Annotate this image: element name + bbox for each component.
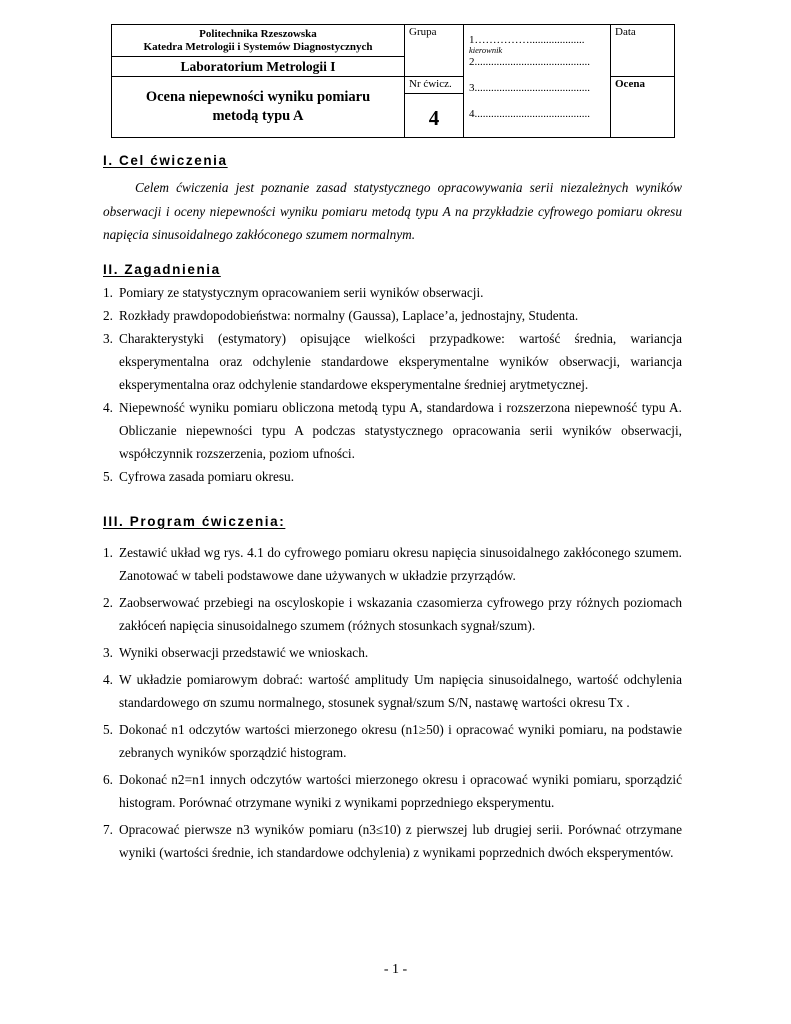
data-label: Data — [615, 26, 636, 38]
university-name: Politechnika Rzeszowska — [199, 28, 317, 40]
exercise-title — [112, 77, 405, 138]
header-table — [111, 24, 675, 138]
list-item: 4. W układzie pomiarowym dobrać: wartość amplitudy Um napięcia sinusoidalnego, wartość odchylenia standardowego σn szumu normalnego, stosunek sygnał/szum S/N, nastawę wartości okresu Tx . — [103, 672, 682, 710]
grupa-label: Grupa — [409, 26, 437, 38]
list-item: 3. Charakterystyki (estymatory) opisujące wielkości przypadkowe: wartość średnia, wariancja eksperymentalna oraz odchylenie standardowe eksperymentalne wyników obserwacji, wariancja eksperymentalna oraz odchylenie standardowe eksperymentalne średniej arytmetycznej. — [103, 331, 682, 392]
kierownik-label: kierownik — [469, 45, 503, 55]
list-item: 2. Zaobserwować przebiegi na oscyloskopie i wskazania czasomierza cyfrowego przy różnych poziomach zakłóceń napięcia sinusoidalnego szumem (różnych stosunkach sygnał/szum). — [103, 595, 682, 633]
list-item: 1. Zestawić układ wg rys. 4.1 do cyfrowego pomiaru okresu napięcia sinusoidalnego zakłóconego szumem. Zanotować w tabeli podstawowe dane używanych w układzie przyrządów. — [103, 545, 682, 583]
ocena-cell — [611, 77, 675, 138]
list-item: 2. Rozkłady prawdopodobieństwa: normalny (Gaussa), Laplace’a, jednostajny, Studenta. — [103, 308, 579, 323]
university-cell — [112, 25, 405, 57]
nr-label: Nr ćwicz. — [409, 78, 452, 90]
lab-name: Laboratorium Metrologii I — [112, 57, 405, 77]
name-line-1: 1…………….................... — [469, 34, 585, 46]
list-item: 7. Opracować pierwsze n3 wyników pomiaru (n3≤10) z pierwszej lub drugiej serii. Porównać otrzymane wyniki (wartości średnie, ich standardowe odchylenia) z wynikami poprzednich dwóch eksperymentów. — [103, 822, 682, 860]
section-3-heading: III. Program ćwiczenia: — [103, 514, 286, 529]
section-3-list — [103, 541, 682, 868]
department-name: Katedra Metrologii i Systemów Diagnostycznych — [143, 41, 373, 53]
list-item: 1. Pomiary ze statystycznym opracowaniem serii wyników obserwacji. — [103, 285, 484, 300]
title-line-1: Ocena niepewności wyniku pomiaru — [145, 89, 371, 105]
name-line-4: 4.......................................... — [469, 108, 590, 120]
names-cell — [464, 25, 611, 138]
name-line-3: 3.......................................... — [469, 82, 590, 94]
list-item: 5. Cyfrowa zasada pomiaru okresu. — [103, 469, 295, 484]
ocena-label: Ocena — [615, 78, 645, 90]
list-item: 5. Dokonać n1 odczytów wartości mierzonego okresu (n1≥50) i opracować wyniki pomiaru, na podstawie zebranych wyników sporządzić histogram. — [103, 722, 682, 760]
nr-label-cell — [405, 77, 464, 94]
title-line-2: metodą typu A — [212, 108, 304, 124]
name-line-2: 2.......................................... — [469, 56, 590, 68]
exercise-number: 4 — [405, 94, 464, 138]
section-2-heading: II. Zagadnienia — [103, 262, 221, 277]
data-cell — [611, 25, 675, 77]
list-item: 4. Niepewność wyniku pomiaru obliczona metodą typu A, standardowa i rozszerzona niepewność typu A. Obliczanie niepewności typu A podczas statystycznego opracowania serii wyników obserwacji, współczynnik rozszerzenia, poziom ufności. — [103, 400, 682, 461]
section-1-text: Celem ćwiczenia jest poznanie zasad statystycznego opracowywania serii niezależnych wyników obserwacji i oceny niepewności wyniku pomiaru metodą typu A na przykładzie cyfrowego pomiaru okresu napięcia sinusoidalnego zakłóconego szumem normalnym. — [103, 180, 682, 242]
grupa-cell — [405, 25, 464, 77]
list-item: 6. Dokonać n2=n1 innych odczytów wartości mierzonego okresu i opracować wyniki pomiaru, sporządzić histogram. Porównać otrzymane wyniki z wynikami poprzedniego eksperymentu. — [103, 772, 682, 810]
section-1-heading: I. Cel ćwiczenia — [103, 153, 228, 168]
list-item: 3. Wyniki obserwacji przedstawić we wnioskach. — [103, 645, 369, 660]
page-number: - 1 - — [383, 962, 408, 977]
section-2-list — [103, 281, 682, 488]
